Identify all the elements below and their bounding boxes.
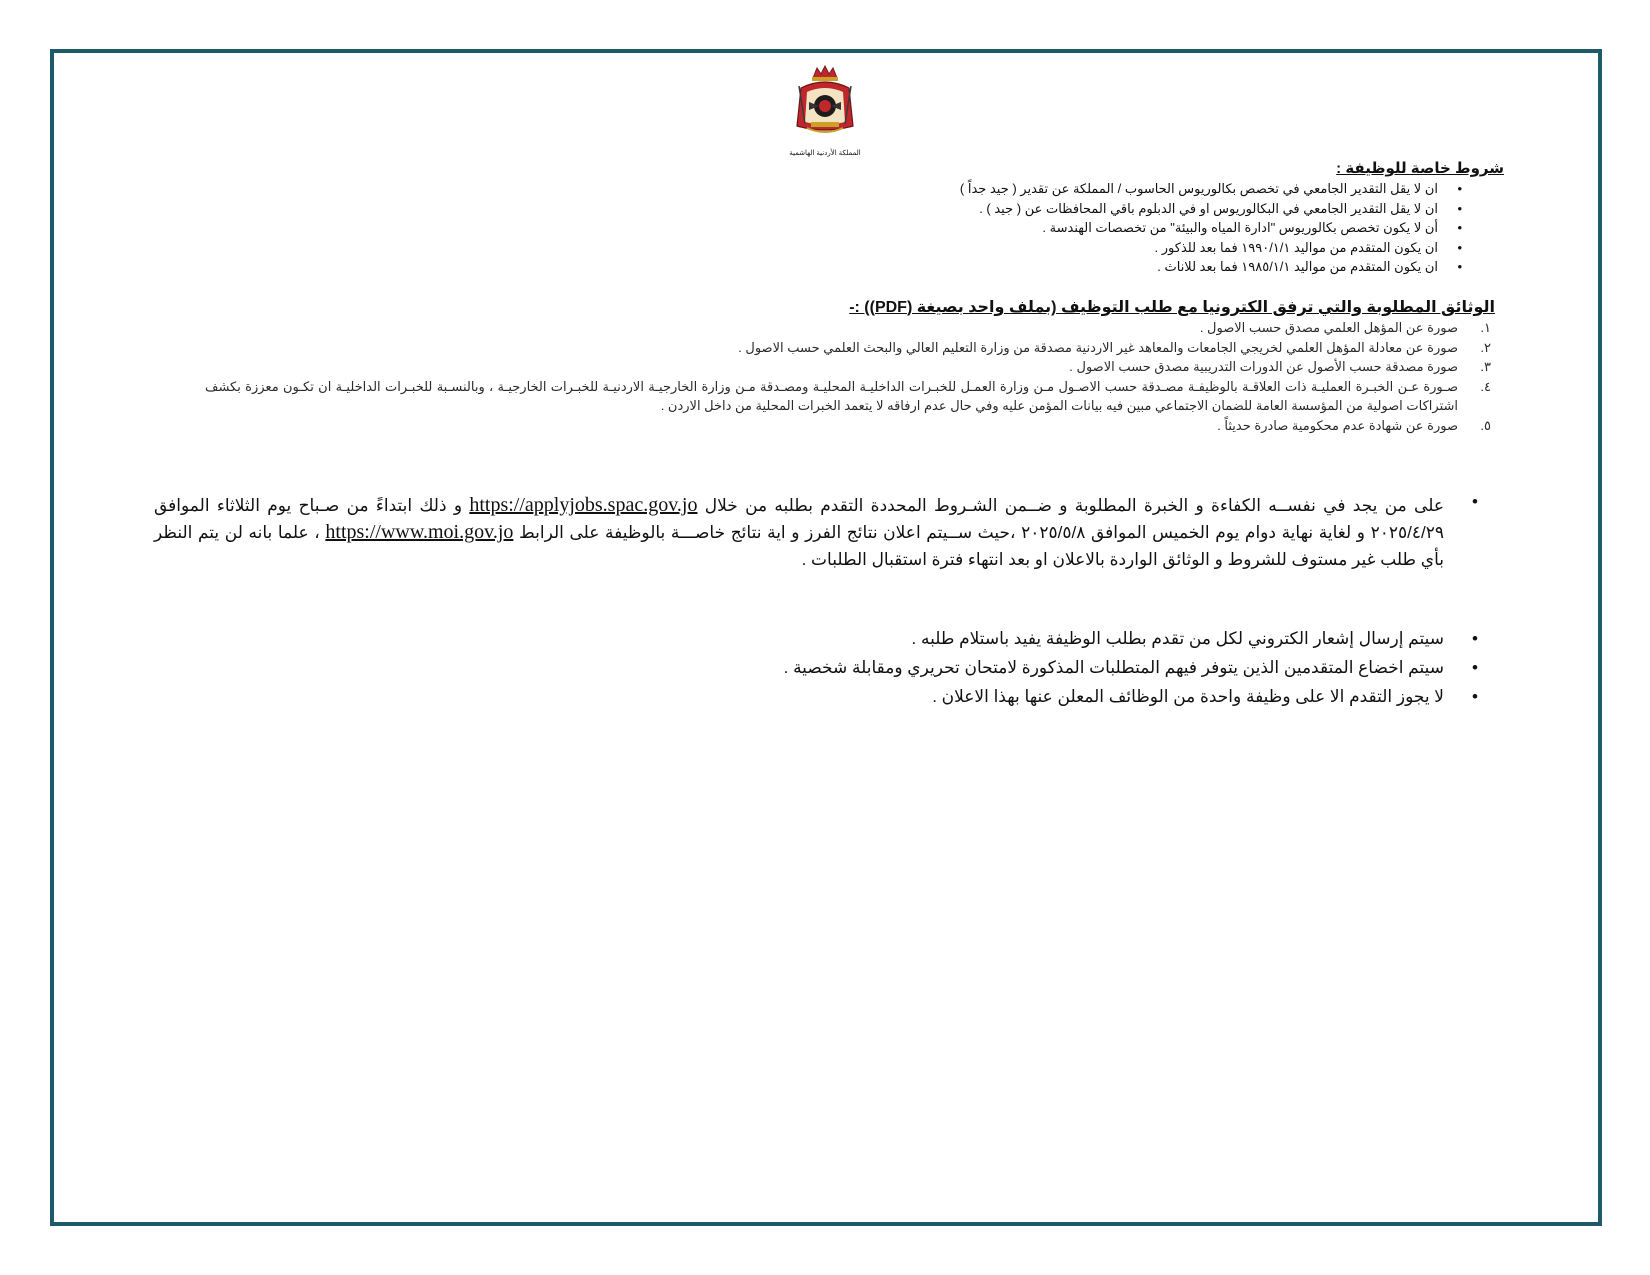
condition-item: • ان يكون المتقدم من مواليد ١٩٩٠/١/١ فما بعد للذكور .	[884, 238, 1504, 258]
document-number: ٣.	[1480, 359, 1491, 374]
document-item	[205, 338, 1495, 358]
document-text: صورة عن المؤهل العلمي مصدق حسب الاصول .	[1199, 320, 1458, 335]
condition-item: • ان لا يقل التقدير الجامعي في البكالوريوس او في الدبلوم باقي المحافظات عن ( جيد ) .	[884, 199, 1504, 219]
document-text: صورة مصدقة حسب الأصول عن الدورات التدريبية مصدق حسب الاصول .	[1069, 359, 1458, 374]
application-bullet-icon: •	[1472, 492, 1478, 511]
document-item	[205, 377, 1495, 416]
application-text-3: ، علما بانه لن يتم النظر بأي طلب غير مستوف للشروط و الوثائق الواردة بالاعلان او بعد انتهاء فترة استقبال الطلبات .	[154, 523, 1444, 569]
document-text: صـورة عـن الخبـرة العمليـة ذات العلاقـة بالوظيفـة مصـدقة حسب الاصـول مـن وزارة العمـل للخبـرات الداخليـة المحليـة ومصـدقة مـن وزارة الخارجيـة الاردنيـة للخبـرات الخارجيـة ، وبالنسـبة للخبـرات الداخليـة ان تكـون معززة بكشف اشتراكات اصولية من المؤسسة العامة للضمان الاجتماعي مبين فيه بيانات المؤمن عليه وفي حال عدم ارفاقه لا يتعمد الخبرات المحلية من داخل الاردن .	[205, 378, 1458, 413]
required-documents-title	[205, 298, 1495, 318]
condition-item: • ان يكون المتقدم من مواليد ١٩٨٥/١/١ فما بعد للاناث .	[884, 257, 1504, 277]
required-documents-title-format: (بملف واحد بصيغة (PDF)) :-	[849, 299, 1061, 316]
special-conditions-list	[884, 179, 1504, 277]
document-text: صورة عن معادلة المؤهل العلمي لخريجي الجامعات والمعاهد غير الاردنية مصدقة من وزارة التعليم العالي والبحث العلمي حسب الاصول .	[738, 339, 1458, 355]
special-conditions-section	[884, 159, 1504, 277]
document-number: ٥.	[1480, 417, 1491, 433]
special-conditions-title: شروط خاصة للوظيفة :	[1336, 160, 1504, 177]
condition-item: • أن لا يكون تخصص بكالوريوس "ادارة المياه والبيئة" من تخصصات الهندسة .	[884, 218, 1504, 238]
moi-link[interactable]: https://www.moi.gov.jo	[325, 521, 514, 543]
note-item: • سيتم اخضاع المتقدمين الذين يتوفر فيهم المتطلبات المذكورة لامتحان تحريري ومقابلة شخصية .	[580, 653, 1480, 682]
note-item: • سيتم إرسال إشعار الكتروني لكل من تقدم بطلب الوظيفة يفيد باستلام طلبه .	[580, 624, 1480, 653]
document-item	[205, 357, 1495, 377]
required-documents-section	[205, 298, 1495, 435]
notes-section	[580, 624, 1480, 711]
application-instructions	[154, 492, 1444, 573]
note-item: • لا يجوز التقدم الا على وظيفة واحدة من الوظائف المعلن عنها بهذا الاعلان .	[580, 682, 1480, 711]
document-number: ٢.	[1480, 339, 1491, 355]
notes-list	[580, 624, 1480, 711]
document-number: ١.	[1480, 320, 1491, 335]
application-text-2: و ذلك ابتداءً من صـباح يوم الثلاثاء الموافق ٢٠٢٥/٤/٢٩ و لغاية نهاية دوام يوم الخميس الموافق ٢٠٢٥/٥/٨ ،حيث ســيتم اعلان نتائج الفرز و اية نتائج خاصـــة بالوظيفة على الرابط	[154, 496, 1445, 542]
condition-item: • ان لا يقل التقدير الجامعي في تخصص بكالوريوس الحاسوب / المملكة عن تقدير ( جيد جداً )	[884, 179, 1504, 199]
emblem-caption: المملكة الأردنية الهاشمية	[789, 150, 861, 157]
document-item	[205, 416, 1495, 436]
required-documents-list	[205, 318, 1495, 435]
coat-of-arms-icon	[785, 64, 865, 157]
document-item	[205, 318, 1495, 338]
required-documents-title-main: الوثائق المطلوبة والتي ترفق الكترونيا مع طلب التوظيف	[1060, 299, 1495, 316]
document-text: صورة عن شهادة عدم محكومية صادرة حديثاً .	[1217, 417, 1458, 433]
application-text-1: على من يجد في نفســه الكفاءة و الخبرة المطلوبة و ضــمن الشـروط المحددة التقدم بطلبه من خلال	[697, 496, 1444, 515]
document-number: ٤.	[1480, 378, 1491, 394]
applyjobs-link[interactable]: https://applyjobs.spac.gov.jo	[469, 494, 698, 516]
